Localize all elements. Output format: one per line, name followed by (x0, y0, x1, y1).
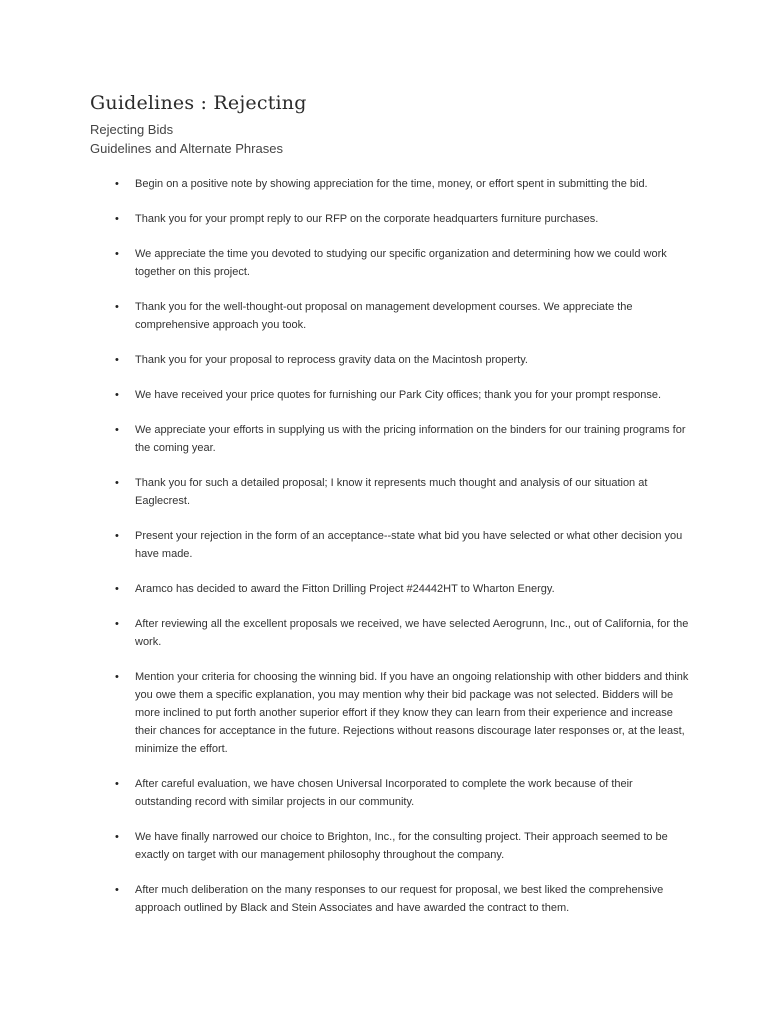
list-item (90, 881, 690, 917)
list-item (90, 668, 690, 758)
list-item (90, 245, 690, 281)
list-item-text: Thank you for your proposal to reprocess gravity data on the Macintosh property. (135, 354, 528, 366)
list-item (90, 527, 690, 563)
bullet-icon: • (115, 618, 119, 630)
bullet-icon: • (115, 178, 119, 190)
list-item (90, 351, 690, 369)
list-item-text: Thank you for your prompt reply to our RFP on the corporate headquarters furniture purchases. (135, 213, 599, 225)
bullet-icon: • (115, 583, 119, 595)
list-item-text: We have finally narrowed our choice to Brighton, Inc., for the consulting project. Their approach seemed to be exactly on target with our management philosophy throughout the company. (135, 831, 668, 861)
list-item (90, 474, 690, 510)
bullet-icon: • (115, 884, 119, 896)
bullet-icon: • (115, 354, 119, 366)
list-item-text: After much deliberation on the many responses to our request for proposal, we best liked the comprehensive approach outlined by Black and Stein Associates and have awarded the contract to them. (135, 884, 664, 914)
list-item-text: After reviewing all the excellent proposals we received, we have selected Aerogrunn, Inc., out of California, for the work. (135, 618, 689, 648)
bullet-icon: • (115, 831, 119, 843)
list-item-text: We appreciate your efforts in supplying us with the pricing information on the binders for our training programs for the coming year. (135, 424, 686, 454)
list-item (90, 828, 690, 864)
page-title: Guidelines : Rejecting (90, 92, 307, 114)
section-heading: Rejecting Bids (90, 122, 174, 137)
bullet-icon: • (115, 671, 119, 683)
list-item-text: Thank you for such a detailed proposal; I know it represents much thought and analysis of our situation at Eaglecrest. (135, 477, 648, 507)
list-item-text: We appreciate the time you devoted to studying our specific organization and determining how we could work together on this project. (135, 248, 667, 278)
bullet-icon: • (115, 213, 119, 225)
bullet-icon: • (115, 389, 119, 401)
list-item-text: Aramco has decided to award the Fitton Drilling Project #24442HT to Wharton Energy. (135, 583, 555, 595)
list-item (90, 298, 690, 334)
list-item (90, 175, 690, 193)
bullet-icon: • (115, 778, 119, 790)
list-item-text: Present your rejection in the form of an acceptance--state what bid you have selected or what other decision you have made. (135, 530, 683, 560)
bullet-icon: • (115, 530, 119, 542)
document-page (90, 92, 690, 934)
bullet-icon: • (115, 477, 119, 489)
list-item-text: Mention your criteria for choosing the winning bid. If you have an ongoing relationship with other bidders and think you owe them a specific explanation, you may mention why their bid package was not selected. Bidders will be more inclined to put forth another superior effort if they know they can learn from their experience and increase their chances for acceptance in the future. Rejections without reasons discourage later responses or, at the least, minimize the effort. (135, 671, 689, 755)
bullet-icon: • (115, 248, 119, 260)
section-subheading: Guidelines and Alternate Phrases (90, 141, 283, 156)
list-item-text: Thank you for the well-thought-out proposal on management development courses. We appreciate the comprehensive approach you took. (135, 301, 633, 331)
bullet-icon: • (115, 424, 119, 436)
list-item (90, 386, 690, 404)
list-item (90, 580, 690, 598)
bullet-icon: • (115, 301, 119, 313)
list-item (90, 775, 690, 811)
list-item-text: After careful evaluation, we have chosen Universal Incorporated to complete the work because of their outstanding record with similar projects in our community. (135, 778, 633, 808)
list-item (90, 210, 690, 228)
guideline-list (90, 175, 690, 917)
list-item-text: We have received your price quotes for furnishing our Park City offices; thank you for your prompt response. (135, 389, 662, 401)
list-item (90, 421, 690, 457)
list-item-text: Begin on a positive note by showing appreciation for the time, money, or effort spent in submitting the bid. (135, 178, 648, 190)
list-item (90, 615, 690, 651)
